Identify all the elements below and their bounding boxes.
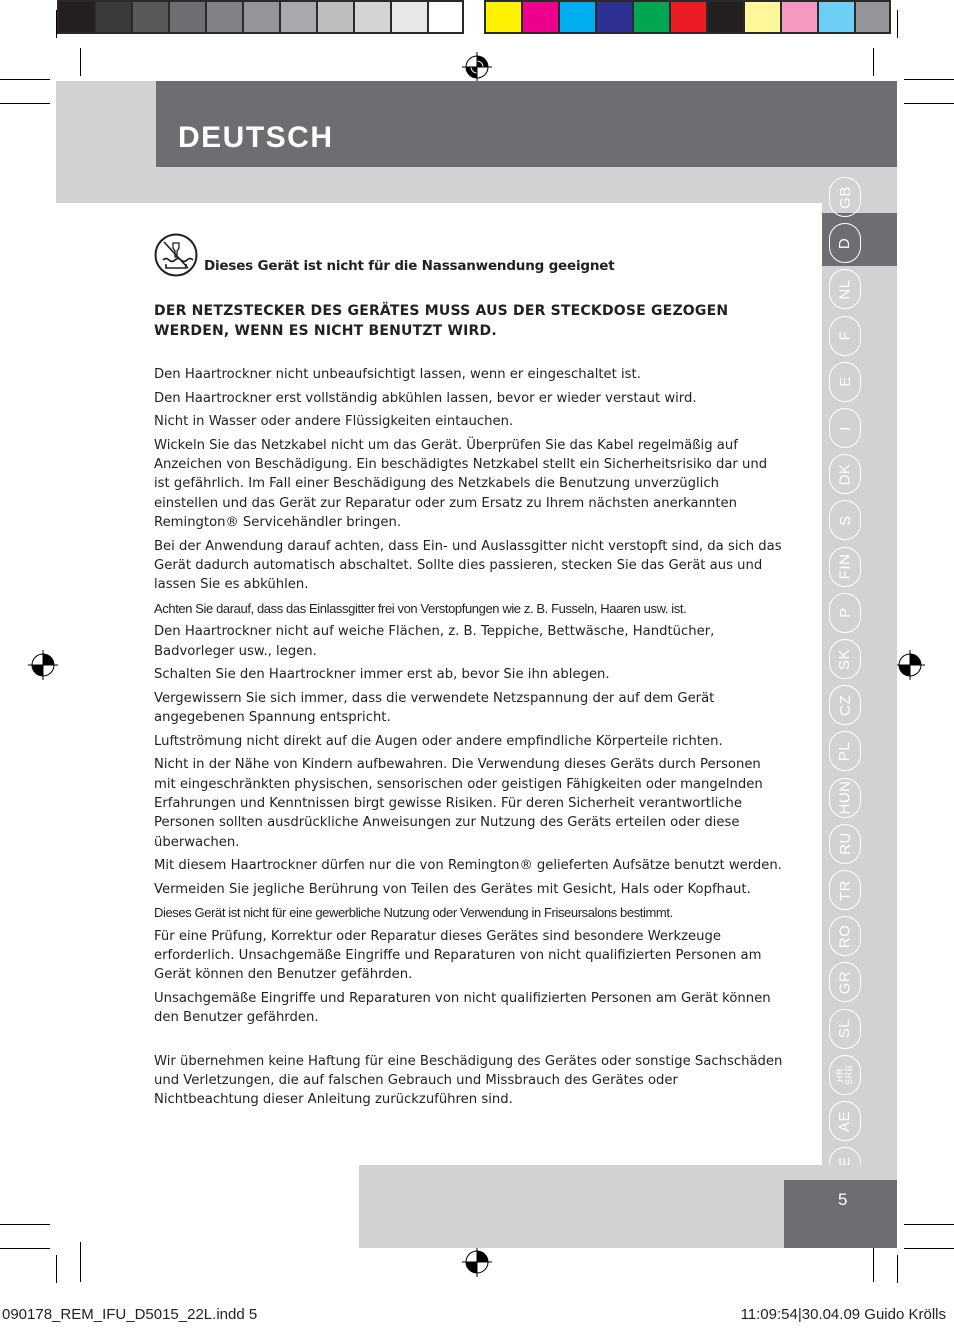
gray-swatch	[94, 0, 131, 34]
language-tab-pl[interactable]	[829, 731, 861, 771]
registration-mark-bottom	[462, 1247, 492, 1277]
language-tab-label: RU	[836, 832, 854, 856]
gray-swatch	[316, 0, 353, 34]
instruction-paragraph: Unsachgemäße Eingriffe und Reparaturen von nicht qualifizierten Personen am Gerät können den Benutzer gefährden.	[154, 991, 771, 1026]
language-tab-f[interactable]	[829, 316, 861, 356]
gray-swatch	[242, 0, 279, 34]
language-tab-gr[interactable]	[829, 962, 861, 1002]
instruction-paragraph: Luftströmung nicht direkt auf die Augen oder andere empfindliche Körperteile richten.	[154, 733, 723, 749]
color-calibration-bar	[484, 0, 891, 38]
language-tab-ru[interactable]	[829, 824, 861, 864]
language-tab-label: HR SRB	[834, 1064, 854, 1085]
grayscale-calibration-bar	[57, 0, 464, 38]
color-swatch	[780, 0, 817, 34]
color-swatch	[595, 0, 632, 34]
instruction-paragraph: Vermeiden Sie jegliche Berührung von Teilen des Gerätes mit Gesicht, Hals oder Kopfhaut.	[154, 881, 751, 897]
language-tab-label: DK	[836, 463, 854, 486]
language-tab-nl[interactable]	[829, 269, 861, 309]
language-tab-label: RO	[836, 924, 854, 948]
instruction-paragraph: Nicht in der Nähe von Kindern aufbewahren. Die Verwendung dieses Geräts durch Personen mit eingeschränkten physischen, sensorischen oder geistigen Fähigkeiten oder mangelnden Erfahrungen und Kenntnissen birgt gewisse Risiken. Für deren Sicherheit verantwortliche Personen sollten ausdrückliche Anweisungen zur Nutzung des Geräts erteilen oder diese überwachen.	[154, 757, 763, 850]
language-tab-label: GR	[836, 970, 854, 995]
gray-swatch	[353, 0, 390, 34]
language-tab-label: D	[836, 237, 854, 249]
color-swatch	[484, 0, 521, 34]
instruction-paragraph: Nicht in Wasser oder andere Flüssigkeiten eintauchen.	[154, 414, 514, 430]
language-tab-label: FIN	[836, 553, 854, 580]
language-tab-label: TR	[836, 879, 854, 901]
instruction-paragraph: Den Haartrockner nicht auf weiche Flächen, z. B. Teppiche, Bettwäsche, Handtücher, Badvorleger usw., legen.	[154, 624, 715, 659]
language-tab-s[interactable]	[829, 500, 861, 540]
registration-mark-top	[462, 52, 492, 82]
language-tab-sl[interactable]	[829, 1009, 861, 1049]
instruction-paragraph: Dieses Gerät ist nicht für eine gewerbliche Nutzung oder Verwendung in Friseursalons bestimmt.	[154, 905, 673, 921]
print-slug-timestamp: 11:09:54|30.04.09 Guido Krölls	[740, 1306, 946, 1323]
language-tab-tr[interactable]	[829, 870, 861, 910]
page-title: DEUTSCH	[178, 121, 334, 154]
no-water-use-icon	[154, 233, 198, 277]
color-swatch	[521, 0, 558, 34]
gray-swatch	[205, 0, 242, 34]
liability-disclaimer: Wir übernehmen keine Haftung für eine Beschädigung des Gerätes oder sonstige Sachschäden und Verletzungen, die auf falschen Gebrauch und Missbrauch des Gerätes oder Nichtbeachtung dieser Anleitung zurückzuführen sind.	[154, 1053, 783, 1108]
language-tab-label: CZ	[836, 694, 854, 716]
language-tab-label: P	[836, 607, 854, 619]
language-tab-p[interactable]	[829, 593, 861, 633]
language-tab-gb[interactable]	[829, 177, 861, 217]
language-tab-label: AE	[836, 1110, 854, 1132]
color-swatch	[743, 0, 780, 34]
language-tab-label: NL	[836, 279, 854, 300]
color-swatch	[706, 0, 743, 34]
language-tab-label: I	[836, 425, 854, 431]
instruction-paragraph: Achten Sie darauf, dass das Einlassgitter frei von Verstopfungen wie z. B. Fusseln, Haaren usw. ist.	[154, 600, 687, 616]
safety-instructions	[154, 365, 784, 1114]
color-swatch	[854, 0, 891, 34]
language-tab-label: E	[836, 376, 854, 388]
registration-mark-right	[895, 650, 925, 680]
gray-swatch	[427, 0, 464, 34]
language-tab-ro[interactable]	[829, 916, 861, 956]
instruction-paragraph: Vergewissern Sie sich immer, dass die verwendete Netzspannung der auf dem Gerät angegebenen Spannung entspricht.	[154, 690, 715, 726]
instruction-paragraph: Bei der Anwendung darauf achten, dass Ein- und Auslassgitter nicht verstopft sind, da sich das Gerät dadurch automatisch abschaltet. Sollte dies passieren, stecken Sie das Gerät aus und lassen Sie es abkühlen.	[154, 538, 782, 593]
language-tab-label: PL	[836, 741, 854, 762]
color-swatch	[632, 0, 669, 34]
language-tab-i[interactable]	[829, 408, 861, 448]
language-tab-hr-srb[interactable]	[829, 1055, 861, 1095]
language-tab-label: GB	[836, 185, 854, 209]
color-swatch	[669, 0, 706, 34]
language-tab-ae[interactable]	[829, 1101, 861, 1141]
page-number: 5	[838, 1190, 848, 1209]
language-tab-label: SL	[836, 1018, 854, 1039]
instruction-paragraph: Schalten Sie den Haartrockner immer erst ab, bevor Sie ihn ablegen.	[154, 667, 610, 683]
instruction-paragraph: Wickeln Sie das Netzkabel nicht um das Gerät. Überprüfen Sie das Kabel regelmäßig auf Anzeichen von Beschädigung. Ein beschädigtes Netzkabel stellt ein Sicherheitsrisiko dar und ist gefährlich. Im Fall einer Beschädigung des Netzkabels die Benutzung unverzüglich einstellen und das Gerät zur Reparatur oder zum Ersatz zu Ihrem nächsten anerkannten Remington® Servicehändler bringen.	[154, 437, 768, 530]
gray-swatch	[57, 0, 94, 34]
instruction-paragraph: Den Haartrockner erst vollständig abkühlen lassen, bevor er wieder verstaut wird.	[154, 390, 697, 406]
language-tab-d[interactable]	[829, 223, 861, 263]
gray-swatch	[390, 0, 427, 34]
gray-swatch	[279, 0, 316, 34]
unplug-warning: DER NETZSTECKER DES GERÄTES MUSS AUS DER STECKDOSE GEZOGEN WERDEN, WENN ES NICHT BENUTZT WIRD.	[154, 303, 729, 339]
registration-mark-left	[28, 650, 58, 680]
language-tab-sk[interactable]	[829, 639, 861, 679]
print-slug-filename: 090178_REM_IFU_D5015_22L.indd 5	[2, 1306, 258, 1323]
language-tab-e[interactable]	[829, 362, 861, 402]
language-tab-cz[interactable]	[829, 685, 861, 725]
instruction-paragraph: Mit diesem Haartrockner dürfen nur die von Remington® gelieferten Aufsätze benutzt werden.	[154, 858, 782, 874]
color-swatch	[817, 0, 854, 34]
language-tab-label: SK	[836, 648, 854, 670]
wet-use-warning: Dieses Gerät ist nicht für die Nassanwendung geeignet	[204, 258, 615, 274]
gray-swatch	[131, 0, 168, 34]
instruction-paragraph: Für eine Prüfung, Korrektur oder Reparatur dieses Gerätes sind besondere Werkzeuge erforderlich. Unsachgemäße Eingriffe und Reparaturen von nicht qualifizierten Personen am Gerät können den Benutzer gefährden.	[154, 928, 762, 983]
language-tab-label: HUN	[836, 780, 854, 815]
instruction-paragraph: Den Haartrockner nicht unbeaufsichtigt lassen, wenn er eingeschaltet ist.	[154, 367, 641, 382]
language-tab-label: F	[836, 330, 854, 341]
gray-swatch	[168, 0, 205, 34]
language-tab-label: S	[836, 515, 854, 526]
language-tab-dk[interactable]	[829, 454, 861, 494]
language-tab-hun[interactable]	[829, 778, 861, 818]
color-swatch	[558, 0, 595, 34]
language-tab-fin[interactable]	[829, 547, 861, 587]
